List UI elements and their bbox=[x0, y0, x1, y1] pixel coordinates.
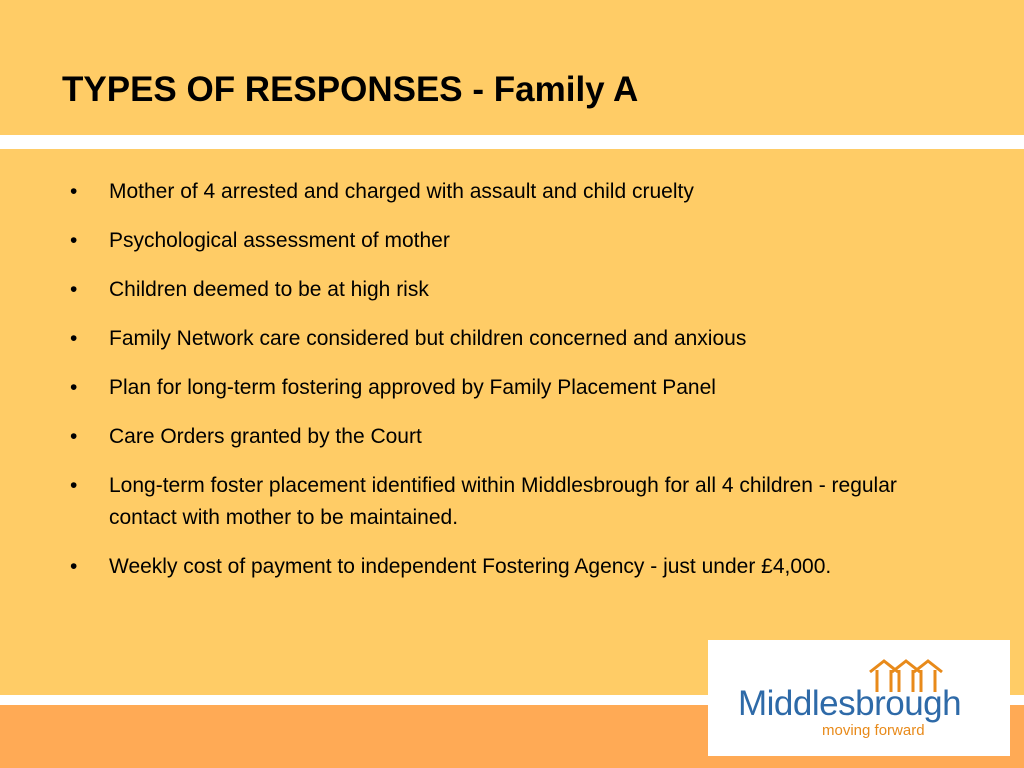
bullet-item bbox=[70, 176, 910, 208]
middlesbrough-logo bbox=[708, 640, 1010, 756]
bullet-list bbox=[70, 176, 910, 600]
bullet-marker: • bbox=[70, 555, 78, 578]
bullet-text: Plan for long-term fostering approved by Family Placement Panel bbox=[109, 376, 716, 399]
bullet-item bbox=[70, 274, 910, 306]
bullet-text: Family Network care considered but children concerned and anxious bbox=[109, 327, 747, 350]
bullet-text: Weekly cost of payment to independent Fostering Agency - just under £4,000. bbox=[109, 555, 832, 578]
bullet-marker: • bbox=[70, 278, 78, 301]
bullet-text: Long-term foster placement identified within Middlesbrough for all 4 children - regular contact with mother to be maintained. bbox=[109, 474, 897, 529]
slide-title: TYPES OF RESPONSES - Family A bbox=[62, 70, 639, 109]
bullet-text: Mother of 4 arrested and charged with assault and child cruelty bbox=[109, 180, 694, 203]
bullet-item bbox=[70, 225, 910, 257]
bullet-marker: • bbox=[70, 425, 78, 448]
logo-tagline: moving forward bbox=[822, 722, 925, 739]
bullet-item bbox=[70, 470, 910, 534]
bullet-marker: • bbox=[70, 474, 78, 497]
bullet-item bbox=[70, 421, 910, 453]
bullet-marker: • bbox=[70, 229, 78, 252]
bullet-item bbox=[70, 551, 910, 583]
bullet-marker: • bbox=[70, 180, 78, 203]
bullet-text: Care Orders granted by the Court bbox=[109, 425, 422, 448]
bullet-text: Children deemed to be at high risk bbox=[109, 278, 429, 301]
bullet-marker: • bbox=[70, 327, 78, 350]
top-divider-stripe bbox=[0, 135, 1024, 149]
header-band bbox=[0, 0, 1024, 134]
bullet-marker: • bbox=[70, 376, 78, 399]
bullet-item bbox=[70, 323, 910, 355]
bullet-item bbox=[70, 372, 910, 404]
logo-name: Middlesbrough bbox=[738, 684, 962, 723]
bullet-text: Psychological assessment of mother bbox=[109, 229, 450, 252]
